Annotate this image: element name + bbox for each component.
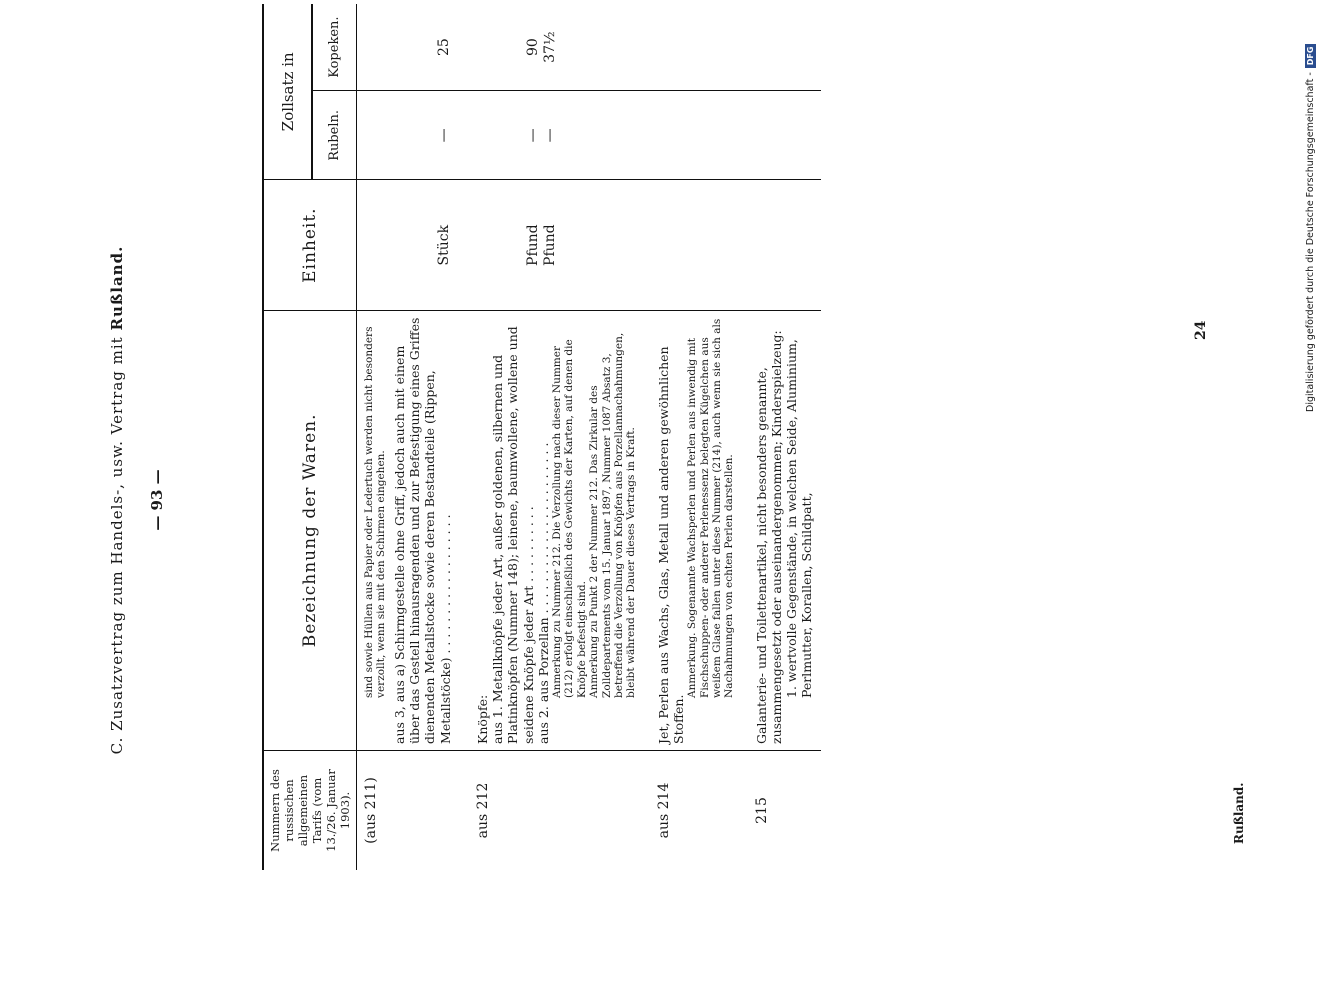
unit-value: Pfund: [524, 224, 541, 266]
row-rubel: [742, 91, 821, 180]
footer-country: Rußland.: [1232, 782, 1246, 844]
digitization-note: [1305, 0, 1316, 412]
unit-value: Stück: [435, 224, 452, 266]
tariff-table: [262, 4, 821, 870]
table-row: [357, 4, 459, 870]
description-line: Galanterie- und Toilettenartikel, nicht besonders genannte, zusammengesetzt oder auseinandergenommen; Kinderspielzeug:: [753, 330, 784, 744]
sheet-number: 24: [1193, 320, 1209, 340]
row-description: [357, 310, 459, 750]
description-line: 1. wertvolle Gegenstände, in welchen Seide, Aluminium, Perlmutter, Korallen, Schildpatt,: [784, 339, 815, 698]
row-number: aus 214: [644, 750, 742, 870]
dfg-logo: DFG: [1305, 44, 1316, 69]
kopeken-value: 37½: [541, 31, 558, 63]
rubel-value: —: [541, 128, 558, 143]
table-row: [644, 4, 742, 870]
row-unit: [459, 180, 644, 310]
row-rubel: [357, 91, 459, 180]
description-line: Anmerkung zu Punkt 2 der Nummer 212. Das Zirkular des Zolldepartements vom 15. Januar 1897, Nummer 1087 Absatz 3, betreffend die Verzollung von Knöpfen aus Porzellannachahmungen, bleibt während der Dauer dieses Vertrags in Kraft.: [588, 332, 638, 698]
description-line: Jet, Perlen aus Wachs, Glas, Metall und anderen gewöhnlichen Stoffen.: [655, 346, 686, 744]
rubel-value: —: [524, 128, 541, 143]
header-duty: Zollsatz in: [263, 4, 312, 180]
table-row: [742, 4, 821, 870]
page-number: — 93 —: [148, 469, 166, 531]
kopeken-value: 25: [435, 38, 452, 57]
table-row: [459, 4, 644, 870]
running-head-country: Rußland.: [108, 245, 126, 331]
kopeken-value: 90: [524, 38, 541, 57]
row-unit: [357, 180, 459, 310]
row-number: aus 212: [459, 750, 644, 870]
row-description: [644, 310, 742, 750]
row-number: (aus 211): [357, 750, 459, 870]
digitization-text: Digitalisierung gefördert durch die Deutsche Forschungsgemeinschaft -: [1305, 72, 1316, 412]
row-rubel: [644, 91, 742, 180]
row-unit: [742, 180, 821, 310]
description-line: aus 1. Metallknöpfe jeder Art, außer goldenen, silbernen und Platinknöpfen (Nummer 148); leinene, baumwollene, wollene und seidene Knöpfe jeder Art . . . . . . . . . .: [490, 326, 536, 744]
header-kopeken: Kopeken.: [312, 4, 356, 91]
row-description: [742, 310, 821, 750]
rubel-value: —: [435, 128, 452, 143]
row-kopeken: [357, 4, 459, 91]
description-line: Anmerkung zu Nummer 212. Die Verzollung nach dieser Nummer (212) erfolgt einschließlich des Gewichts der Karten, auf denen die Knöpfe befestigt sind.: [551, 339, 588, 698]
running-head-prefix: C. Zusatzvertrag zum Handels-, usw. Vertrag mit: [108, 336, 126, 755]
row-number: 215: [742, 750, 821, 870]
description-line: sind sowie Hüllen aus Papier oder Ledertuch werden nicht besonders verzollt, wenn sie mit den Schirmen eingehen.: [363, 326, 388, 698]
running-head: [108, 140, 126, 860]
description-line: aus 3, aus a) Schirmgestelle ohne Griff, jedoch auch mit einem über das Gestell hinausragenden und zur Befestigung eines Griffes dienenden Metallstocke sowie deren Bestandteile (Rippen, Metallstöcke) . . . . . . . . . . . . . . . . . .: [391, 317, 453, 744]
row-kopeken: [644, 4, 742, 91]
row-kopeken: [742, 4, 821, 91]
header-unit: Einheit.: [263, 180, 357, 310]
header-description: Bezeichnung der Waren.: [263, 310, 357, 750]
unit-value: Pfund: [541, 224, 558, 266]
header-rubel: Rubeln.: [312, 91, 356, 180]
description-line: aus 2. aus Porzellan . . . . . . . . . . . . . . . . . . . . . .: [535, 442, 551, 744]
row-kopeken: [459, 4, 644, 91]
row-unit: [644, 180, 742, 310]
description-line: Anmerkung. Sogenannte Wachsperlen und Perlen aus inwendig mit Fischschuppen- oder anderer Perlenessenz belegten Kügelchen aus weißem Glase fallen unter diese Nummer (214), auch wenn sie sich als Nachahmungen von echten Perlen darstellen.: [686, 318, 736, 698]
row-rubel: [459, 91, 644, 180]
header-tariff-number: Nummern des russischen allgemeinen Tarifs (vom 13./26. Januar 1903).: [263, 750, 357, 870]
row-description: [459, 310, 644, 750]
description-line: Knöpfe:: [474, 694, 490, 744]
